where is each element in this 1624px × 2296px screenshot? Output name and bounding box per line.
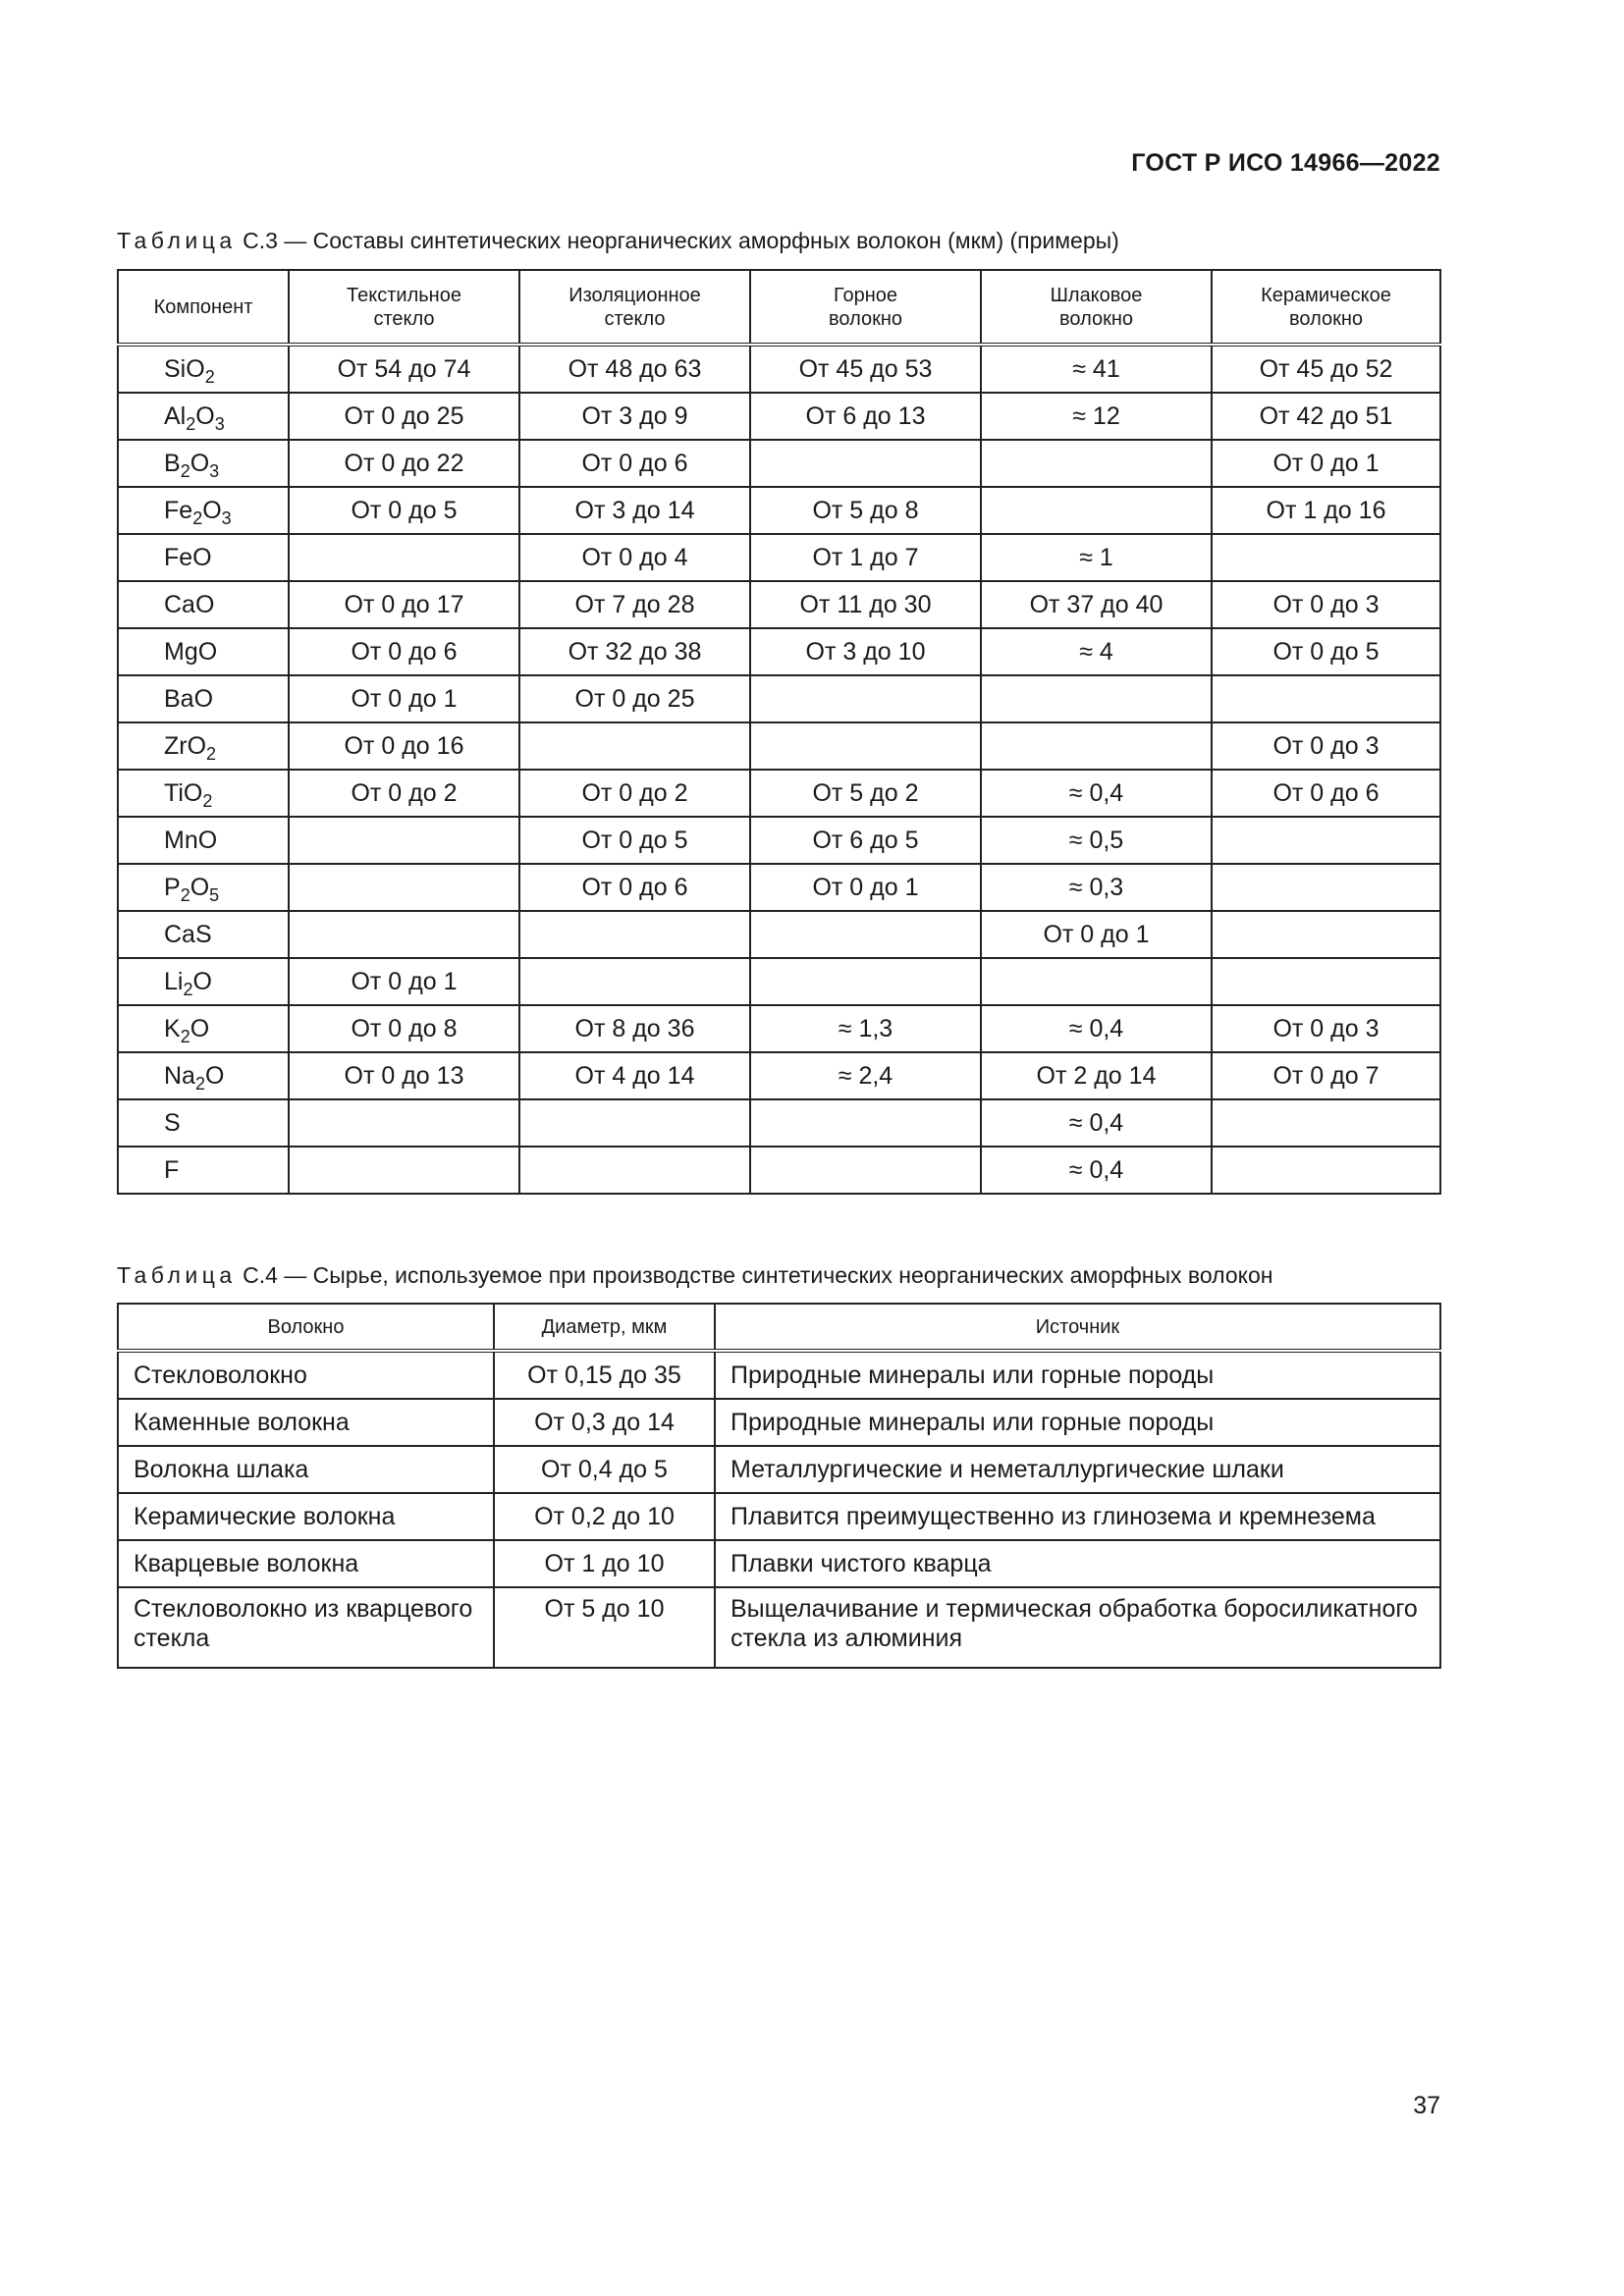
table-cell: От 32 до 38: [519, 628, 750, 675]
table-c4-caption-label: Таблица: [117, 1262, 237, 1288]
table-cell: От 0 до 5: [519, 817, 750, 864]
table-cell: От 0 до 6: [519, 864, 750, 911]
formula-text: Na: [164, 1061, 195, 1090]
table-cell: От 0 до 2: [289, 770, 519, 817]
table-cell: [289, 817, 519, 864]
formula-subscript: 2: [204, 366, 215, 387]
table-row: [118, 345, 1440, 393]
table-cell: От 3 до 9: [519, 393, 750, 440]
table-c3-caption: [117, 228, 1119, 254]
table-cell: От 2 до 14: [981, 1052, 1212, 1099]
formula-text: F: [164, 1155, 180, 1184]
table-row: [118, 958, 1440, 1005]
formula-text: Li: [164, 967, 184, 995]
table-cell: ≈ 0,4: [981, 1147, 1212, 1194]
table-row: [118, 581, 1440, 628]
table-row: [118, 1587, 1440, 1668]
table-row: [118, 911, 1440, 958]
component-formula: [118, 345, 289, 393]
formula-text: CaO: [164, 590, 215, 618]
table-cell: От 5 до 2: [750, 770, 981, 817]
formula-text: P: [164, 873, 181, 901]
table-row: [118, 487, 1440, 534]
table-cell: От 0 до 3: [1212, 581, 1440, 628]
table-cell: От 0 до 6: [289, 628, 519, 675]
formula-text: SiO: [164, 354, 205, 383]
table-row: [118, 1540, 1440, 1587]
table-cell: От 0 до 6: [1212, 770, 1440, 817]
table-cell: [289, 864, 519, 911]
table-c4-caption: [117, 1262, 1272, 1289]
fiber-source: Природные минералы или горные породы: [715, 1351, 1440, 1399]
table-cell: [750, 722, 981, 770]
table-c4-header-fiber: Волокно: [118, 1304, 494, 1351]
table-cell: [1212, 958, 1440, 1005]
component-formula: [118, 817, 289, 864]
formula-text: FeO: [164, 543, 212, 571]
table-cell: [1212, 675, 1440, 722]
table-cell: От 0 до 7: [1212, 1052, 1440, 1099]
table-cell: ≈ 1: [981, 534, 1212, 581]
table-row: [118, 628, 1440, 675]
formula-text: MgO: [164, 637, 218, 666]
table-row: [118, 1493, 1440, 1540]
table-c3-caption-label: Таблица: [117, 228, 237, 253]
table-cell: ≈ 2,4: [750, 1052, 981, 1099]
table-cell: От 45 до 53: [750, 345, 981, 393]
formula-text: S: [164, 1108, 181, 1137]
component-formula: [118, 675, 289, 722]
component-formula: [118, 581, 289, 628]
fiber-source: Природные минералы или горные породы: [715, 1399, 1440, 1446]
page-number: 37: [1413, 2092, 1440, 2119]
table-cell: ≈ 1,3: [750, 1005, 981, 1052]
formula-subscript: 2: [194, 1073, 205, 1094]
table-cell: ≈ 4: [981, 628, 1212, 675]
table-cell: От 37 до 40: [981, 581, 1212, 628]
table-cell: От 0 до 1: [981, 911, 1212, 958]
formula-subscript: 5: [209, 884, 220, 905]
table-cell: От 0 до 25: [289, 393, 519, 440]
formula-subscript: 2: [180, 460, 190, 481]
table-row: [118, 722, 1440, 770]
table-cell: [1212, 817, 1440, 864]
component-formula: [118, 722, 289, 770]
table-c4-caption-text: С.4 — Сырье, используемое при производстве синтетических неорганических аморфных волокон: [236, 1262, 1273, 1288]
component-formula: [118, 440, 289, 487]
table-row: [118, 1446, 1440, 1493]
table-cell: [519, 958, 750, 1005]
component-formula: [118, 393, 289, 440]
formula-text: O: [195, 401, 215, 430]
table-cell: От 5 до 8: [750, 487, 981, 534]
table-c3-header-textile-glass: Текстильное стекло: [289, 270, 519, 345]
formula-text: CaS: [164, 920, 212, 948]
table-cell: [750, 958, 981, 1005]
table-c3-header-row: [118, 270, 1440, 345]
table-c3-header-insulation-glass: Изоляционное стекло: [519, 270, 750, 345]
table-cell: [289, 1099, 519, 1147]
table-row: [118, 534, 1440, 581]
component-formula: [118, 1005, 289, 1052]
formula-subscript: 2: [180, 884, 190, 905]
formula-text: O: [189, 449, 210, 477]
table-cell: От 0 до 5: [289, 487, 519, 534]
table-cell: ≈ 0,4: [981, 770, 1212, 817]
table-cell: [981, 722, 1212, 770]
component-formula: [118, 487, 289, 534]
table-cell: [981, 958, 1212, 1005]
table-cell: ≈ 0,3: [981, 864, 1212, 911]
table-row: [118, 440, 1440, 487]
fiber-diameter: От 1 до 10: [494, 1540, 715, 1587]
fiber-source: Плавки чистого кварца: [715, 1540, 1440, 1587]
table-cell: ≈ 12: [981, 393, 1212, 440]
component-formula: [118, 1052, 289, 1099]
table-c4-header-source: Источник: [715, 1304, 1440, 1351]
formula-subscript: 2: [206, 743, 217, 764]
component-formula: [118, 864, 289, 911]
table-row: [118, 1005, 1440, 1052]
component-formula: [118, 911, 289, 958]
formula-text: MnO: [164, 826, 218, 854]
table-cell: От 0 до 6: [519, 440, 750, 487]
table-cell: ≈ 41: [981, 345, 1212, 393]
fiber-name: Каменные волокна: [118, 1399, 494, 1446]
table-cell: От 7 до 28: [519, 581, 750, 628]
table-cell: [1212, 1099, 1440, 1147]
component-formula: [118, 1147, 289, 1194]
fiber-name: Керамические волокна: [118, 1493, 494, 1540]
table-row: [118, 864, 1440, 911]
table-c3-header-component: Компонент: [118, 270, 289, 345]
fiber-source: Плавится преимущественно из глинозема и кремнезема: [715, 1493, 1440, 1540]
table-cell: От 0 до 17: [289, 581, 519, 628]
formula-subscript: 3: [221, 507, 232, 528]
formula-text: TiO: [164, 778, 203, 807]
table-row: [118, 1351, 1440, 1399]
component-formula: [118, 628, 289, 675]
table-row: [118, 770, 1440, 817]
table-cell: [289, 911, 519, 958]
table-cell: От 1 до 16: [1212, 487, 1440, 534]
formula-text: Fe: [164, 496, 193, 524]
table-cell: [289, 534, 519, 581]
table-cell: [750, 440, 981, 487]
formula-subscript: 2: [192, 507, 203, 528]
table-c3: [117, 269, 1441, 1195]
formula-subscript: 3: [209, 460, 220, 481]
table-cell: От 11 до 30: [750, 581, 981, 628]
table-cell: От 0 до 1: [750, 864, 981, 911]
table-cell: [1212, 534, 1440, 581]
formula-text: O: [192, 967, 212, 995]
table-cell: От 48 до 63: [519, 345, 750, 393]
fiber-diameter: От 0,4 до 5: [494, 1446, 715, 1493]
fiber-diameter: От 5 до 10: [494, 1587, 715, 1668]
table-cell: [750, 911, 981, 958]
table-cell: От 0 до 25: [519, 675, 750, 722]
fiber-diameter: От 0,15 до 35: [494, 1351, 715, 1399]
table-cell: ≈ 0,4: [981, 1099, 1212, 1147]
table-row: [118, 1052, 1440, 1099]
table-cell: От 1 до 7: [750, 534, 981, 581]
table-cell: ≈ 0,5: [981, 817, 1212, 864]
formula-text: BaO: [164, 684, 214, 713]
table-cell: От 0 до 8: [289, 1005, 519, 1052]
table-cell: [750, 1147, 981, 1194]
table-row: [118, 1099, 1440, 1147]
fiber-diameter: От 0,3 до 14: [494, 1399, 715, 1446]
table-cell: От 0 до 16: [289, 722, 519, 770]
component-formula: [118, 770, 289, 817]
formula-text: O: [202, 496, 222, 524]
fiber-name: Волокна шлака: [118, 1446, 494, 1493]
fiber-name: Стекловолокно: [118, 1351, 494, 1399]
table-cell: От 6 до 13: [750, 393, 981, 440]
fiber-name: Стекловолокно из кварцевого стекла: [118, 1587, 494, 1668]
formula-subscript: 2: [186, 413, 196, 434]
formula-subscript: 2: [180, 1026, 190, 1046]
table-cell: От 0 до 5: [1212, 628, 1440, 675]
table-cell: [981, 487, 1212, 534]
formula-text: O: [189, 1014, 210, 1042]
table-cell: От 54 до 74: [289, 345, 519, 393]
table-cell: От 0 до 1: [1212, 440, 1440, 487]
table-c3-header-slag-fiber: Шлаковое волокно: [981, 270, 1212, 345]
table-c4-header-diameter: Диаметр, мкм: [494, 1304, 715, 1351]
table-row: [118, 817, 1440, 864]
table-cell: [1212, 864, 1440, 911]
table-row: [118, 675, 1440, 722]
component-formula: [118, 958, 289, 1005]
table-c3-caption-text: С.3 — Составы синтетических неорганических аморфных волокон (мкм) (примеры): [236, 228, 1119, 253]
table-cell: От 4 до 14: [519, 1052, 750, 1099]
table-cell: [750, 1099, 981, 1147]
formula-text: Al: [164, 401, 187, 430]
table-row: [118, 1147, 1440, 1194]
table-cell: [750, 675, 981, 722]
fiber-source: Выщелачивание и термическая обработка боросиликатного стекла из алюминия: [715, 1587, 1440, 1668]
table-c4-header-row: [118, 1304, 1440, 1351]
table-cell: [519, 1147, 750, 1194]
formula-text: ZrO: [164, 731, 207, 760]
table-cell: От 3 до 10: [750, 628, 981, 675]
document-code: ГОСТ Р ИСО 14966—2022: [1131, 149, 1440, 177]
table-cell: От 8 до 36: [519, 1005, 750, 1052]
fiber-name: Кварцевые волокна: [118, 1540, 494, 1587]
formula-subscript: 2: [202, 790, 213, 811]
table-cell: От 0 до 2: [519, 770, 750, 817]
table-cell: От 0 до 1: [289, 675, 519, 722]
component-formula: [118, 1099, 289, 1147]
table-cell: [519, 1099, 750, 1147]
table-cell: [981, 440, 1212, 487]
table-row: [118, 1399, 1440, 1446]
formula-text: K: [164, 1014, 181, 1042]
table-row: [118, 393, 1440, 440]
table-cell: [1212, 911, 1440, 958]
table-cell: От 0 до 1: [289, 958, 519, 1005]
table-cell: [289, 1147, 519, 1194]
table-cell: От 45 до 52: [1212, 345, 1440, 393]
table-cell: От 0 до 3: [1212, 722, 1440, 770]
table-cell: От 0 до 13: [289, 1052, 519, 1099]
table-c4: [117, 1303, 1441, 1669]
table-cell: ≈ 0,4: [981, 1005, 1212, 1052]
table-cell: [519, 722, 750, 770]
table-cell: От 6 до 5: [750, 817, 981, 864]
table-cell: От 0 до 22: [289, 440, 519, 487]
table-cell: [981, 675, 1212, 722]
table-cell: От 0 до 3: [1212, 1005, 1440, 1052]
fiber-diameter: От 0,2 до 10: [494, 1493, 715, 1540]
table-c3-header-ceramic-fiber: Керамическое волокно: [1212, 270, 1440, 345]
table-cell: [1212, 1147, 1440, 1194]
formula-text: O: [204, 1061, 225, 1090]
table-cell: От 42 до 51: [1212, 393, 1440, 440]
table-c3-header-rock-fiber: Горное волокно: [750, 270, 981, 345]
fiber-source: Металлургические и неметаллургические шлаки: [715, 1446, 1440, 1493]
formula-text: O: [189, 873, 210, 901]
formula-subscript: 2: [183, 979, 193, 999]
table-cell: От 3 до 14: [519, 487, 750, 534]
table-cell: [519, 911, 750, 958]
component-formula: [118, 534, 289, 581]
formula-text: B: [164, 449, 181, 477]
formula-subscript: 3: [214, 413, 225, 434]
table-cell: От 0 до 4: [519, 534, 750, 581]
